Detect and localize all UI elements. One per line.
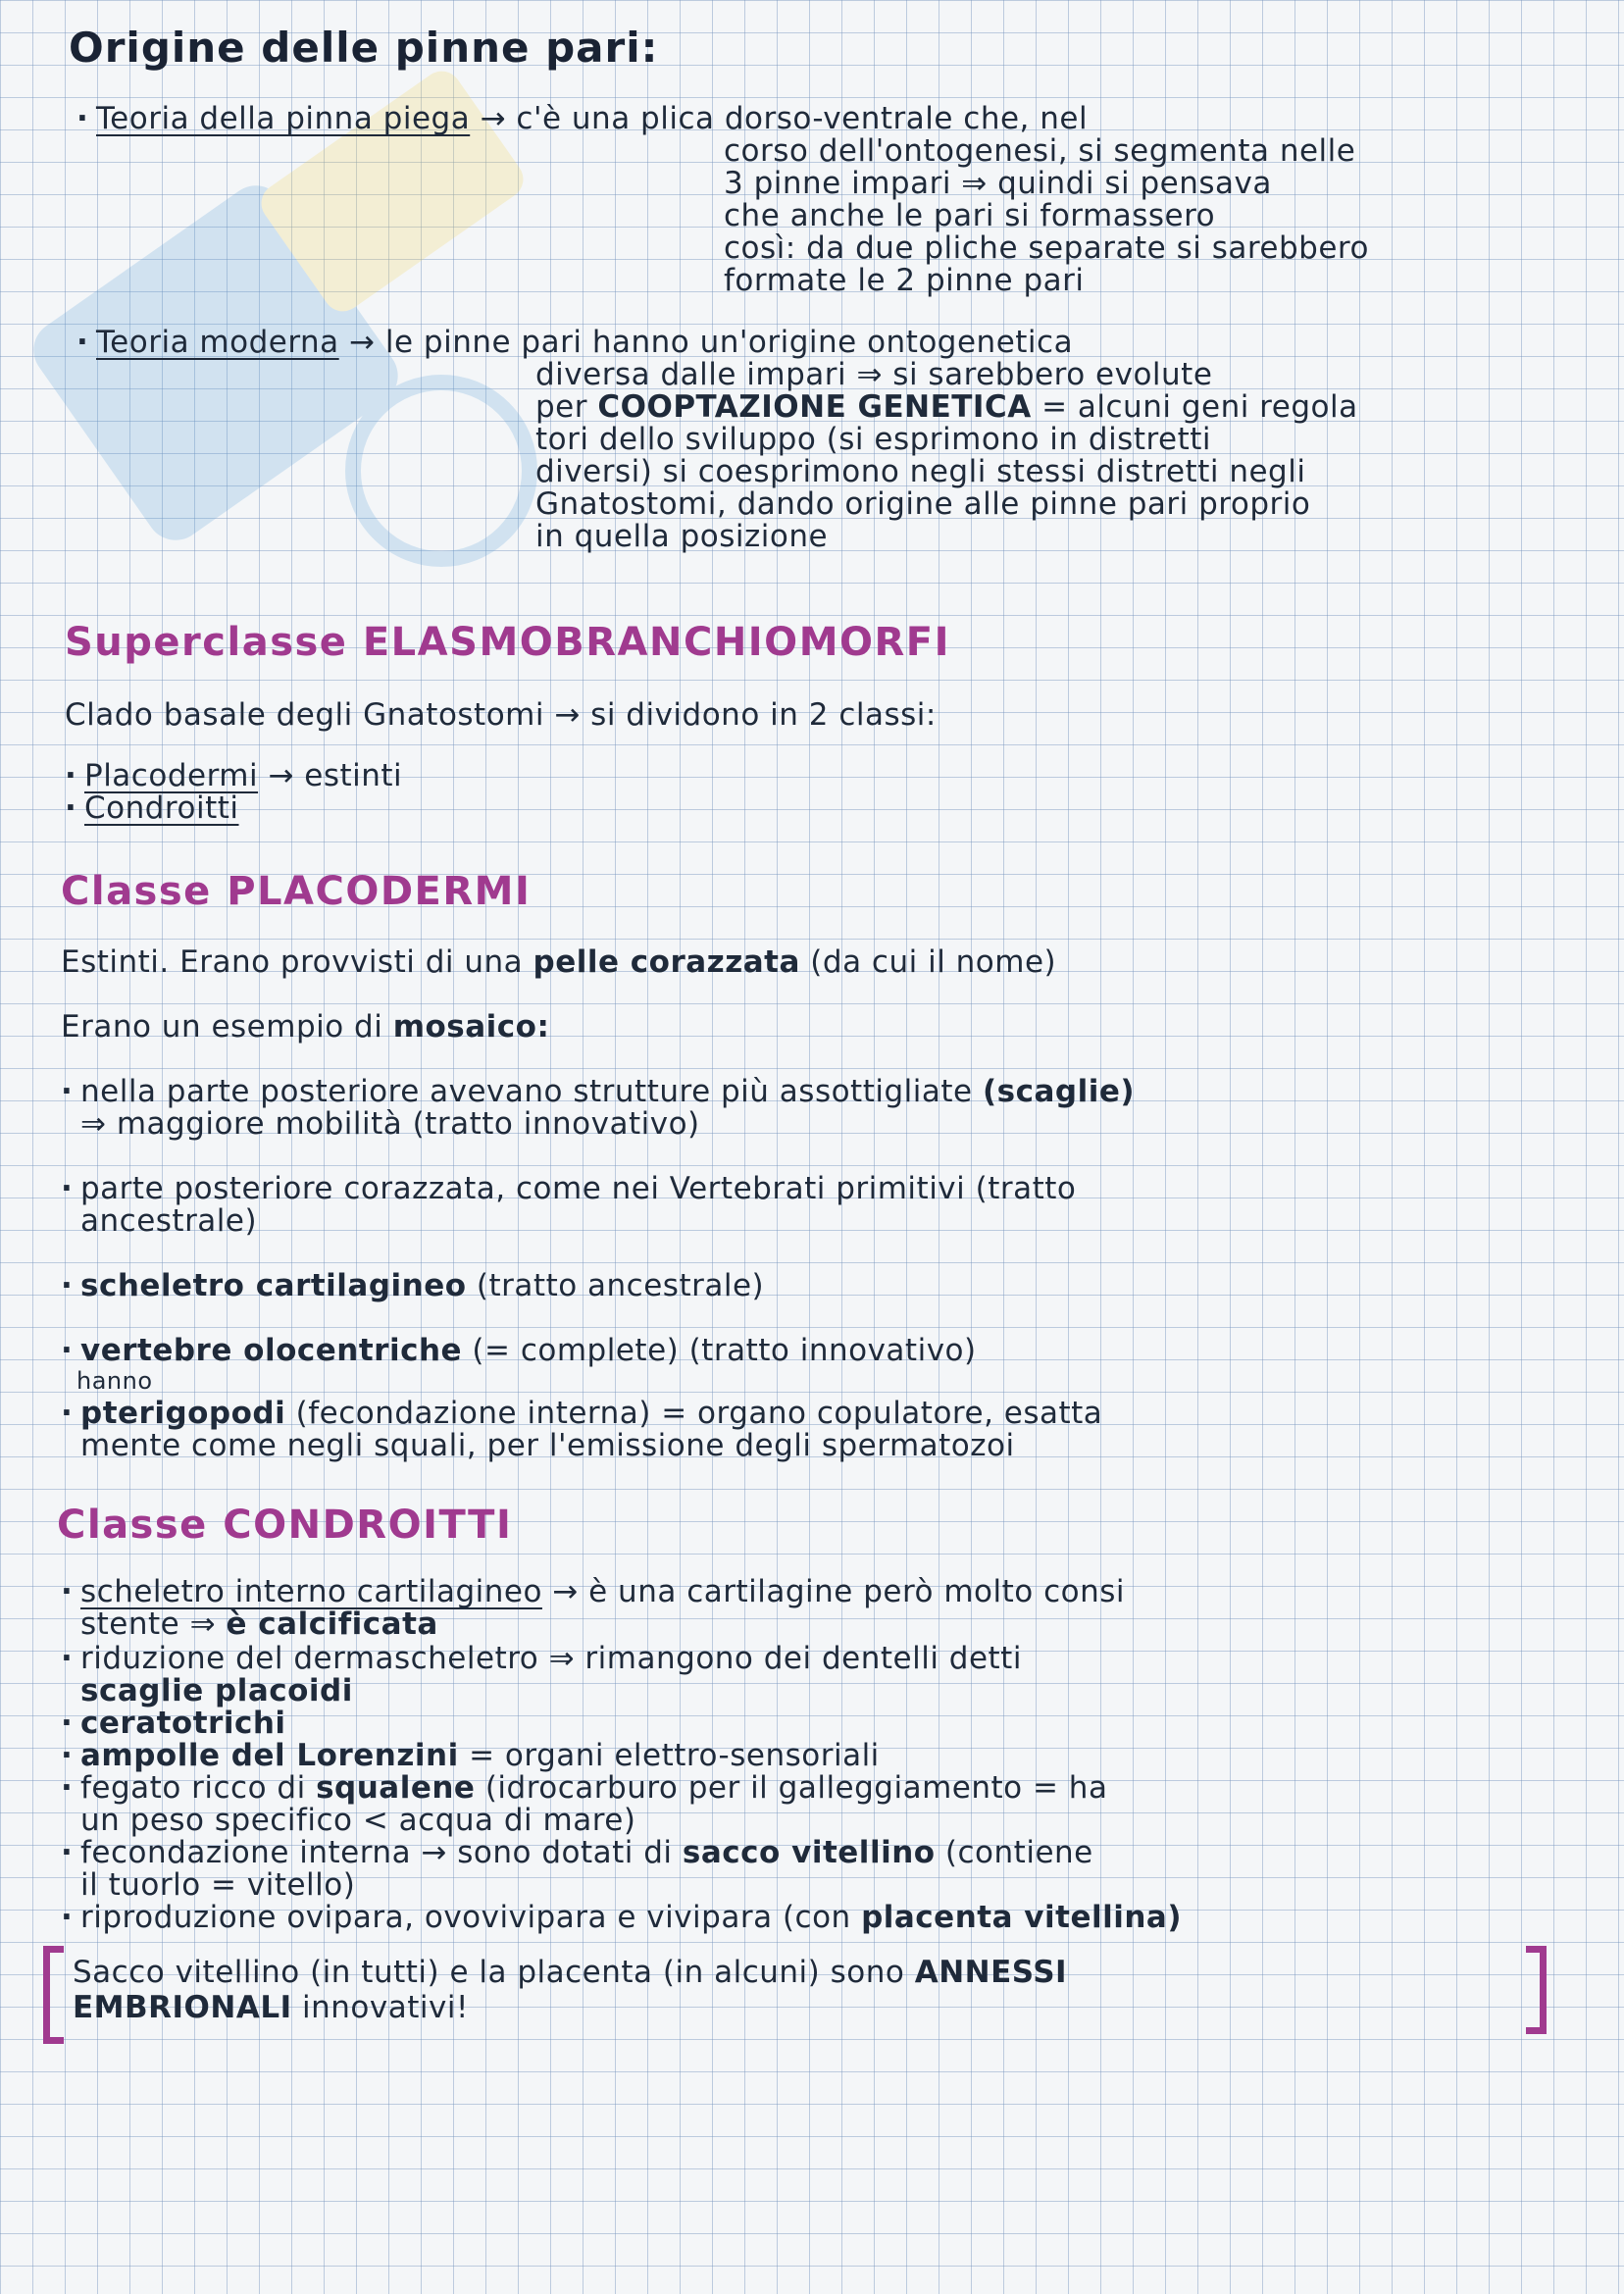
bullet-dot: · (61, 1574, 74, 1609)
text-span: fegato ricco di (80, 1770, 306, 1806)
note-bracket-left (43, 1946, 64, 2044)
text-span: stente ⇒ (80, 1606, 217, 1642)
text-span: = organi elettro-sensoriali (469, 1738, 880, 1773)
theory-modern-text-6: Gnatostomi, dando origine alle pinne pari proprio (535, 486, 1311, 522)
bullet-dot: · (65, 790, 77, 826)
bullet-dot: · (61, 1900, 74, 1935)
squalene-term: squalene (316, 1770, 476, 1806)
bullet-dot: · (61, 1770, 74, 1806)
text-span: (contiene (944, 1835, 1093, 1870)
bullet-dot: · (61, 1396, 74, 1431)
placodermi-line-1 (61, 943, 1056, 981)
text-span: innovativi! (302, 1990, 469, 2025)
superclass-heading: Superclasse ELASMOBRANCHIOMORFI (65, 620, 951, 665)
pterygopods-term: pterigopodi (80, 1396, 286, 1431)
theory-modern-text-5: diversi) si coesprimono negli stessi distretti negli (535, 454, 1306, 489)
condroitti-heading: Classe CONDROITTI (57, 1503, 513, 1548)
page-title: Origine delle pinne pari: (69, 24, 659, 72)
text-span: (fecondazione interna) = organo copulatore, esatta (295, 1396, 1103, 1431)
text-span: fecondazione interna → sono dotati di (80, 1835, 673, 1870)
mosaic-term: mosaico: (392, 1009, 550, 1045)
text-span: Sacco vitellino (in tutti) e la placenta (in alcuni) sono (73, 1955, 905, 1990)
theory-fold-text-2: corso dell'ontogenesi, si segmenta nelle (724, 133, 1356, 169)
bullet-dot: · (61, 1268, 74, 1303)
text-span: nella parte posteriore avevano strutture più assottigliate (80, 1074, 973, 1109)
bullet-dot: · (65, 758, 77, 793)
ceratotrichia-term: ceratotrichi (80, 1706, 286, 1741)
yolk-sac-term: sacco vitellino (682, 1835, 936, 1870)
yolk-placenta-term: placenta vitellina) (861, 1900, 1183, 1935)
placodermi-bullet-2-cont: ancestrale) (80, 1203, 258, 1239)
text-span: riproduzione ovipara, ovovivipara e vivipara (con (80, 1900, 851, 1935)
cartilage-skeleton-term: scheletro cartilagineo (80, 1268, 467, 1303)
placodermi-note: → estinti (268, 758, 403, 793)
superclass-item-condroitti (65, 790, 239, 827)
text-span: = alcuni geni regola (1041, 389, 1358, 425)
placodermi-bullet-3 (61, 1267, 764, 1304)
bullet-dot: · (76, 101, 89, 136)
bullet-dot: · (61, 1171, 74, 1206)
theory-fold-text-5: così: da due pliche separate si sarebbero (724, 230, 1369, 266)
text-span: (da cui il nome) (810, 944, 1057, 980)
text-span: riduzione del dermascheletro ⇒ rimangono dei dentelli detti (80, 1641, 1022, 1676)
bullet-dot: · (61, 1835, 74, 1870)
armored-skin-term: pelle corazzata (533, 944, 800, 980)
annexes-term: ANNESSI (914, 1955, 1068, 1990)
placodermi-heading: Classe PLACODERMI (61, 869, 532, 914)
placodermi-bullet-1-cont: ⇒ maggiore mobilità (tratto innovativo) (80, 1106, 700, 1142)
text-span: Erano un esempio di (61, 1009, 383, 1045)
bullet-dot: · (61, 1641, 74, 1676)
note-bracket-right (1526, 1946, 1547, 2034)
genetic-cooptation-term: COOPTAZIONE GENETICA (597, 389, 1032, 425)
placoid-scales-term: scaglie placoidi (80, 1673, 353, 1708)
placodermi-bullet-4 (61, 1332, 977, 1369)
bullet-dot: · (61, 1738, 74, 1773)
scales-term: (scaglie) (982, 1074, 1136, 1109)
text-span: Estinti. Erano provvisti di una (61, 944, 524, 980)
theory-modern-text-1: → le pinne pari hanno un'origine ontogenetica (349, 325, 1074, 360)
placodermi-line-2 (61, 1008, 549, 1045)
bullet-dot: · (61, 1074, 74, 1109)
lorenzini-ampullae-term: ampolle del Lorenzini (80, 1738, 459, 1773)
internal-skeleton-label: scheletro interno cartilagineo (80, 1574, 542, 1609)
placodermi-label: Placodermi (84, 758, 259, 793)
bullet-dot: · (61, 1706, 74, 1741)
theory-fold-text-3: 3 pinne impari ⇒ quindi si pensava (724, 166, 1272, 201)
theory-modern-text-4: tori dello sviluppo (si esprimono in distretti (535, 422, 1212, 457)
condroitti-bullet-5-cont: un peso specifico < acqua di mare) (80, 1803, 636, 1838)
holocentric-vertebrae-term: vertebre olocentriche (80, 1333, 463, 1368)
placodermi-bullet-5-cont: mente come negli squali, per l'emissione degli spermatozoi (80, 1428, 1015, 1463)
text-span: (= complete) (tratto innovativo) (472, 1333, 977, 1368)
theory-modern-text-2: diversa dalle impari ⇒ si sarebbero evolute (535, 357, 1213, 392)
text-span: per (535, 389, 587, 425)
theory-modern-label: Teoria moderna (96, 325, 339, 360)
calcified-term: è calcificata (226, 1606, 438, 1642)
embryonic-annexes-note-1 (73, 1954, 1067, 1991)
condroitti-bullet-7 (61, 1899, 1182, 1936)
text-span: → è una cartilagine però molto consi (552, 1574, 1126, 1609)
condroitti-bullet-6-cont: il tuorlo = vitello) (80, 1867, 356, 1903)
theory-modern-text-7: in quella posizione (535, 519, 829, 554)
theory-fold-text-6: formate le 2 pinne pari (724, 263, 1085, 298)
text-span: parte posteriore corazzata, come nei Vertebrati primitivi (tratto (80, 1171, 1077, 1206)
theory-fold-text-4: che anche le pari si formassero (724, 198, 1216, 233)
condroitti-bullet-1-cont (80, 1606, 438, 1643)
placodermi-bullet-5-note: hanno (76, 1367, 153, 1395)
text-span: (tratto ancestrale) (476, 1268, 765, 1303)
superclass-intro: Clado basale degli Gnatostomi → si dividono in 2 classi: (65, 697, 937, 733)
condroitti-label: Condroitti (84, 790, 239, 826)
theory-fold-text-1: → c'è una plica dorso-ventrale che, nel (480, 101, 1089, 136)
embryonic-annexes-note-2 (73, 1989, 469, 2026)
text-span: (idrocarburo per il galleggiamento = ha (484, 1770, 1108, 1806)
bullet-dot: · (76, 325, 89, 360)
bullet-dot: · (61, 1333, 74, 1368)
embryonic-term: EMBRIONALI (73, 1990, 292, 2025)
theory-fold-label: Teoria della pinna piega (96, 101, 471, 136)
